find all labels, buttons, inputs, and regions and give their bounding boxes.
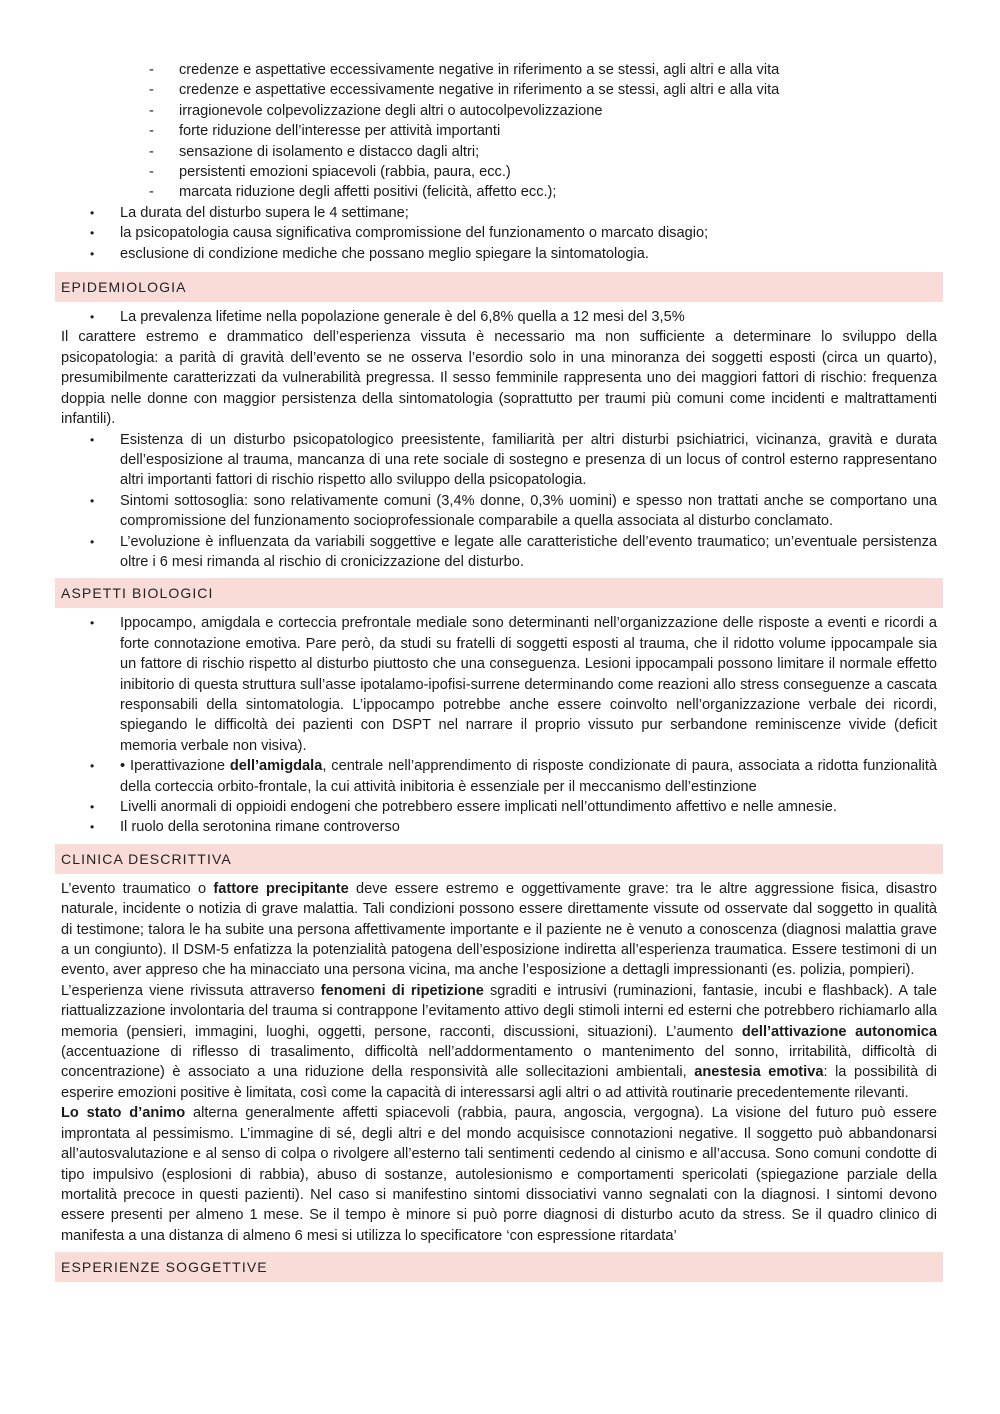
list-item-text: forte riduzione dell’interesse per attività importanti bbox=[179, 123, 501, 140]
epidemiologia-paragraph: Il carattere estremo e drammatico dell’esperienza vissuta è necessario ma non sufficiente a determinare lo sviluppo della psicopatologia: a parità di gravità dell’evento se ne osserva l’esordio solo in una minoranza dei soggetti esposti (circa un quarto), presumibilmente caratterizzati da vulnerabilità pregressa. Il sesso femminile rappresenta uno dei maggiori fattori di rischio: frequenza doppia nelle donne con maggior persistenza della sintomatologia (soprattutto per traumi più comuni come incidenti e maltrattamenti infantili). bbox=[61, 329, 937, 428]
text-run: L’esperienza viene rivissuta attraverso bbox=[61, 982, 321, 999]
dash-marker: - bbox=[149, 102, 154, 119]
clinica-paragraph-3 bbox=[61, 1103, 937, 1246]
text-run: • Iperattivazione bbox=[120, 758, 230, 775]
bullet-marker: • bbox=[90, 205, 95, 220]
list-item-text: Livelli anormali di oppioidi endogeni che potrebbero essere implicati nell’ottundimento affettivo e nelle amnesie. bbox=[120, 799, 837, 815]
list-item bbox=[61, 244, 937, 264]
list-item-text: Ippocampo, amigdala e corteccia prefrontale mediale sono determinanti nell’organizzazione delle risposte a eventi e ricordi a forte connotazione emotiva. Pare però, da studi su fratelli di soggetti esposti al trauma, che il ridotto volume ippocampale sia un fattore di rischio rispetto al disturbo piuttosto che una conseguenza. Lesioni ippocampali possono limitare il normale effetto inibitorio di questa struttura sull’asse ipotalamo-ipofisi-surrene determinando come reazioni allo stress conseguenze a cascata responsabili della sintomatologia. L’ippocampo potrebbe anche essere coinvolto nell’organizzazione verbale dei ricordi, spiegando le difficoltà dei pazienti con DSPT nel narrare il proprio vissuto pur serbandone reminiscenze vivide (deficit memoria verbale non visiva). bbox=[120, 615, 937, 754]
bold-term: dell’amigdala bbox=[229, 758, 323, 775]
dash-marker: - bbox=[149, 143, 154, 160]
list-item-text: persistenti emozioni spiacevoli (rabbia, paura, ecc.) bbox=[179, 164, 511, 181]
text-run: : la possibilità di esperire emozioni positive è limitata, così come la capacità di interessarsi agli altri o ad attività routinarie precedentemente rilevanti. bbox=[61, 1064, 937, 1101]
section-heading-clinica-descrittiva: CLINICA DESCRITTIVA bbox=[55, 844, 943, 874]
bullet-marker: • bbox=[90, 534, 95, 549]
dash-marker: - bbox=[149, 123, 154, 140]
list-item-text: credenze e aspettative eccessivamente negative in riferimento a se stessi, agli altri e alla vita bbox=[179, 62, 780, 78]
list-item bbox=[61, 817, 937, 837]
list-item bbox=[61, 162, 937, 182]
list-item-text: La prevalenza lifetime nella popolazione generale è del 6,8% quella a 12 mesi del 3,5% bbox=[120, 309, 685, 326]
bullet-marker: • bbox=[90, 310, 95, 325]
document-content bbox=[61, 60, 937, 1287]
bold-term: dell’attivazione autonomica bbox=[741, 1023, 937, 1040]
clinica-paragraph-2 bbox=[61, 981, 937, 1103]
list-item-text: credenze e aspettative eccessivamente negative in riferimento a se stessi, agli altri e alla vita bbox=[179, 82, 780, 99]
bold-term: fattore precipitante bbox=[213, 880, 349, 897]
section-heading-esperienze-soggettive: ESPERIENZE SOGGETTIVE bbox=[55, 1252, 943, 1282]
list-item-text: L’evoluzione è influenzata da variabili soggettive e legate alle caratteristiche dell’evento traumatico; un’eventuale persistenza oltre i 6 mesi rimanda al rischio di cronicizzazione del disturbo. bbox=[120, 533, 937, 570]
list-item-text: marcata riduzione degli affetti positivi (felicità, affetto ecc.); bbox=[179, 184, 557, 201]
text-run: sgraditi e intrusivi (ruminazioni, fantasie, incubi e flashback). A tale riattualizzazione involontaria del trauma si contrappone l’evitamento attivo degli stimoli interni ed esterni che potrebbero richiamarlo alla memoria (pensieri, immagini, luoghi, oggetti, persone, racconti, discussioni, situazioni). L’aumento bbox=[61, 982, 937, 1040]
list-item bbox=[61, 532, 937, 573]
text-run: alterna generalmente affetti spiacevoli (rabbia, paura, angoscia, vergogna). La visione del futuro può essere improntata al pessimismo. L’immagine di sé, degli altri e del mondo acquisisce connotazioni negative. Il soggetto può abbandonarsi all’autosvalutazione e al senso di colpa o rivolgere all’esterno tali sentimenti cedendo al cinismo e all’accusa. Sono comuni condotte di tipo impulsivo (esplosioni di rabbia), abuso di sostanze, autolesionismo e comportamenti spericolati (spiegazione parziale della mortalità precoce in questi pazienti). Nel caso si manifestino sintomi dissociativi vanno segnalati con la diagnosi. I sintomi devono essere presenti per almeno 1 mese. Se il tempo è minore si può porre diagnosi di disturbo acuto da stress. Se il quadro clinico di manifesta a una distanza di almeno 6 mesi si utilizza lo specificatore ‘con espressione ritardata’ bbox=[61, 1105, 938, 1244]
bullet-marker: • bbox=[90, 759, 95, 774]
list-item bbox=[61, 307, 937, 327]
epidemiologia-top-list bbox=[61, 307, 937, 327]
criteria-bullet-list bbox=[61, 203, 937, 264]
list-item bbox=[61, 430, 937, 491]
bullet-marker: • bbox=[90, 820, 95, 835]
list-item bbox=[61, 756, 937, 797]
list-item-text: Esistenza di un disturbo psicopatologico preesistente, familiarità per altri disturbi psichiatrici, vicinanza, gravità e durata dell’esposizione al trauma, mancanza di una rete sociale di sostegno e presenza di un locus of control esterno rappresentano altri importanti fattori di rischio rispetto allo sviluppo della psicopatologia. bbox=[120, 431, 937, 489]
list-item bbox=[61, 142, 937, 162]
biologici-list bbox=[61, 613, 937, 837]
dash-marker: - bbox=[149, 164, 154, 181]
list-item-text: esclusione di condizione mediche che possano meglio spiegare la sintomatologia. bbox=[120, 245, 649, 262]
list-item-text: la psicopatologia causa significativa compromissione del funzionamento o marcato disagio; bbox=[120, 225, 709, 242]
list-item bbox=[61, 203, 937, 223]
bullet-marker: • bbox=[90, 226, 95, 241]
list-item bbox=[61, 101, 937, 121]
list-item bbox=[61, 223, 937, 243]
bullet-marker: • bbox=[90, 246, 95, 261]
clinica-paragraph-1 bbox=[61, 879, 937, 981]
list-item bbox=[61, 613, 937, 756]
bullet-marker: • bbox=[90, 616, 95, 631]
text-run: , centrale nell’apprendimento di risposte condizionate di paura, associata a ridotta funzionalità della corteccia orbito-frontale, la cui attività inibitoria è essenziale per il meccanismo dell’estinzione bbox=[120, 758, 937, 795]
dash-marker: - bbox=[149, 184, 154, 201]
list-item bbox=[61, 60, 937, 80]
section-heading-epidemiologia: EPIDEMIOLOGIA bbox=[55, 272, 943, 302]
bold-term: fenomeni di ripetizione bbox=[320, 982, 484, 999]
section-heading-aspetti-biologici: ASPETTI BIOLOGICI bbox=[55, 578, 943, 608]
epidemiologia-list bbox=[61, 430, 937, 573]
bullet-marker: • bbox=[90, 432, 95, 447]
dash-marker: - bbox=[149, 82, 154, 99]
bullet-marker: • bbox=[90, 800, 95, 814]
list-item bbox=[61, 80, 937, 100]
list-item-text: sensazione di isolamento e distacco dagli altri; bbox=[179, 143, 480, 160]
list-item-text bbox=[120, 758, 937, 794]
bullet-marker: • bbox=[90, 493, 95, 508]
list-item-text: irragionevole colpevolizzazione degli altri o autocolpevolizzazione bbox=[179, 102, 603, 119]
bold-term: Lo stato d’animo bbox=[61, 1105, 186, 1122]
list-item bbox=[61, 797, 937, 817]
criteria-dash-list bbox=[61, 60, 937, 203]
text-run: L’evento traumatico o bbox=[61, 880, 214, 897]
text-run: (accentuazione di riflesso di trasalimento, difficoltà nell’addormentamento o mantenimento del sonno, irritabilità, difficoltà di concentrazione) è associato a una riduzione della responsività alle sollecitazioni ambientali, bbox=[61, 1044, 937, 1081]
list-item bbox=[61, 121, 937, 141]
list-item-text: Il ruolo della serotonina rimane controverso bbox=[120, 819, 400, 836]
text-run: deve essere estremo e oggettivamente grave: tra le altre aggressione fisica, disastro naturale, incidente o notizia di grave malattia. Tali condizioni possono essere direttamente vissute od osservate dal soggetto in qualità di testimone; talora le ha subite una persona affettivamente importante e il paziente ne è venuto a conoscenza (diagnosi malattia grave a un congiunto). Il DSM-5 enfatizza la potenzialità patogena dell’esposizione indiretta all’esperienza traumatica. Essere testimoni di un evento, aver appreso che ha minacciato una persona vicina, ma anche l’esposizione a dettagli impressionanti (es. polizia, pompieri). bbox=[61, 880, 938, 979]
bold-term: anestesia emotiva bbox=[694, 1064, 824, 1081]
list-item-text: Sintomi sottosoglia: sono relativamente comuni (3,4% donne, 0,3% uomini) e spesso non trattati anche se comportano una compromissione del funzionamento socioprofessionale comparabile a quella associata al disturbo conclamato. bbox=[120, 492, 937, 530]
list-item bbox=[61, 182, 937, 202]
list-item-text: La durata del disturbo supera le 4 settimane; bbox=[120, 204, 409, 221]
dash-marker: - bbox=[149, 62, 154, 78]
list-item bbox=[61, 491, 937, 532]
